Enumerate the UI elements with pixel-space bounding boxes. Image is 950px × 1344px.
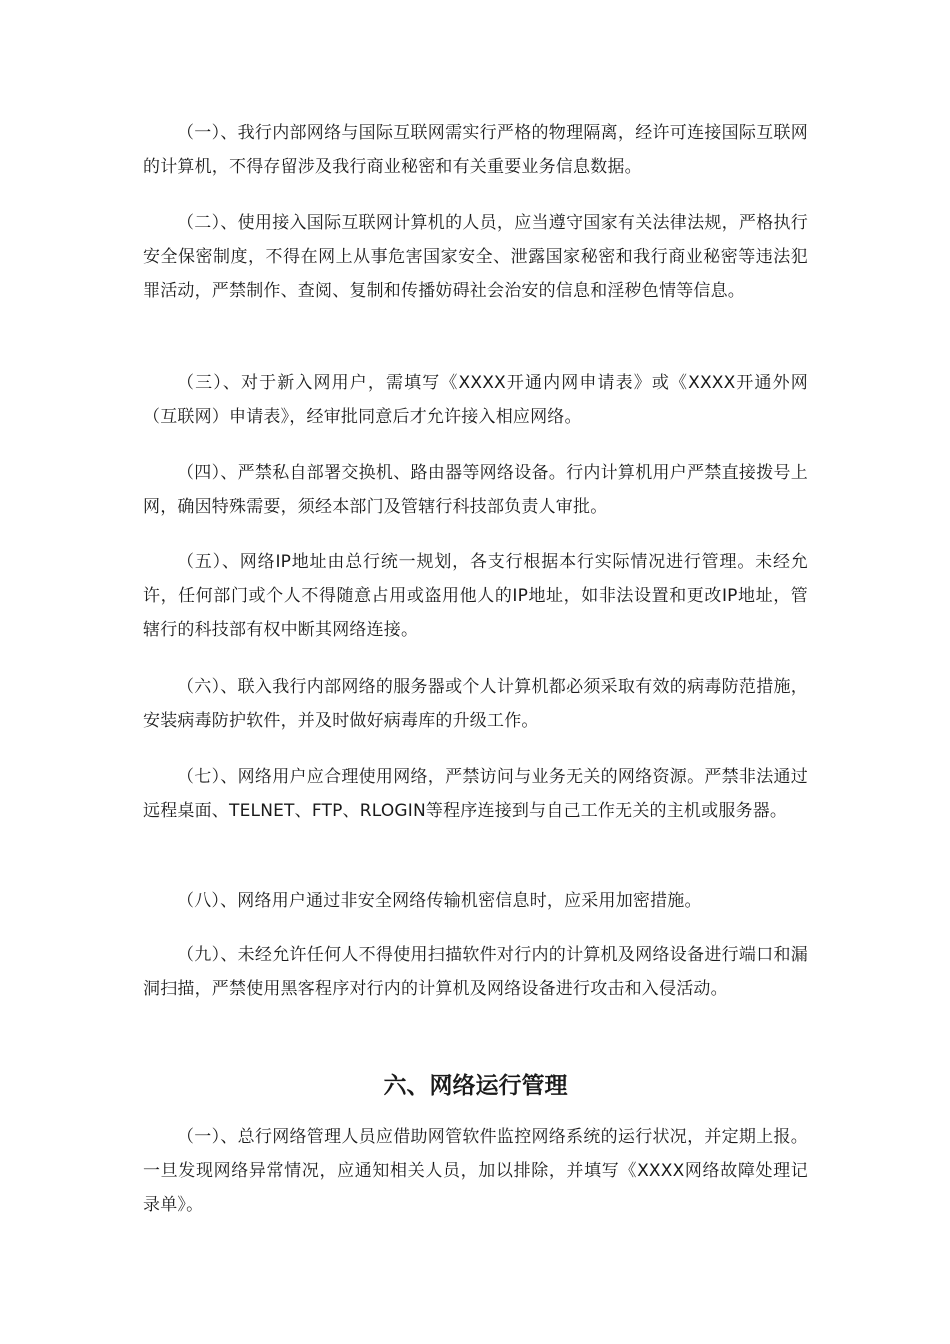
paragraph-9 [143, 938, 808, 1006]
paragraph-text: （一）、我行内部网络与国际互联网需实行严格的物理隔离，经许可连接国际互联网的计算机，不得存留涉及我行商业秘密和有关重要业务信息数据。 [143, 123, 808, 177]
paragraph-text: （六）、联入我行内部网络的服务器或个人计算机都必须采取有效的病毒防范措施，安装病毒防护软件，并及时做好病毒库的升级工作。 [143, 677, 808, 731]
paragraph-text: （七）、网络用户应合理使用网络，严禁访问与业务无关的网络资源。严禁非法通过远程桌面、TELNET、FTP、RLOGIN等程序连接到与自己工作无关的主机或服务器。 [143, 767, 808, 821]
paragraph-6 [143, 670, 808, 738]
paragraph-text: （四）、严禁私自部署交换机、路由器等网络设备。行内计算机用户严禁直接拨号上网，确因特殊需要，须经本部门及管辖行科技部负责人审批。 [143, 463, 808, 517]
paragraph-text: （九）、未经允许任何人不得使用扫描软件对行内的计算机及网络设备进行端口和漏洞扫描，严禁使用黑客程序对行内的计算机及网络设备进行攻击和入侵活动。 [143, 945, 808, 999]
section-paragraph-1 [143, 1120, 808, 1222]
paragraph-4 [143, 456, 808, 524]
paragraph-1 [143, 116, 808, 184]
paragraph-text: （三）、对于新入网用户，需填写《XXXX开通内网申请表》或《XXXX开通外网（互联网）申请表》，经审批同意后才允许接入相应网络。 [143, 373, 808, 427]
section-heading: 六、网络运行管理 [383, 1073, 568, 1099]
paragraph-8 [143, 884, 808, 918]
paragraph-2 [143, 206, 808, 308]
paragraph-text: （五）、网络IP地址由总行统一规划，各支行根据本行实际情况进行管理。未经允许，任何部门或个人不得随意占用或盗用他人的IP地址，如非法设置和更改IP地址，管辖行的科技部有权中断其网络连接。 [143, 552, 808, 640]
paragraph-5 [143, 545, 808, 647]
paragraph-text: （二）、使用接入国际互联网计算机的人员，应当遵守国家有关法律法规，严格执行安全保密制度，不得在网上从事危害国家安全、泄露国家秘密和我行商业秘密等违法犯罪活动，严禁制作、查阅、复制和传播妨碍社会治安的信息和淫秽色情等信息。 [143, 213, 808, 301]
paragraph-7 [143, 760, 808, 828]
paragraph-text: （一）、总行网络管理人员应借助网管软件监控网络系统的运行状况，并定期上报。一旦发现网络异常情况，应通知相关人员，加以排除，并填写《XXXX网络故障处理记录单》。 [143, 1127, 808, 1215]
paragraph-3 [143, 366, 808, 434]
paragraph-text: （八）、网络用户通过非安全网络传输机密信息时，应采用加密措施。 [177, 891, 702, 911]
